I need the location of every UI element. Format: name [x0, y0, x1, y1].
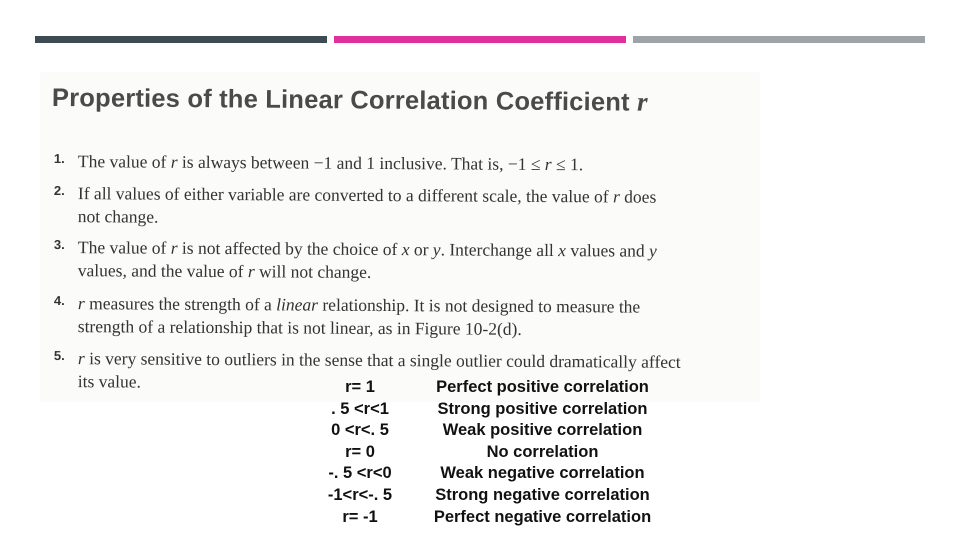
- correlation-description: Weak negative correlation: [440, 464, 645, 483]
- math-variable: y: [432, 239, 441, 260]
- property-number: 2.: [53, 182, 65, 199]
- property-number: 3.: [53, 236, 65, 253]
- property-text: [78, 236, 678, 286]
- math-variable: r: [77, 293, 85, 314]
- scan-title: [52, 82, 648, 118]
- text-run: relationship. It is not designed to measure the strength of a relationship that is not linear, as in Figure 10-2(d).: [77, 294, 641, 339]
- correlation-range: -1<r<-. 5: [327, 485, 393, 504]
- text-run: ≤ 1.: [551, 154, 584, 175]
- text-run: The value of: [77, 151, 171, 172]
- accent-bar-pink: [334, 36, 626, 43]
- math-variable: r: [544, 153, 552, 175]
- correlation-range: r= -1: [342, 507, 378, 526]
- scan-title-variable: r: [636, 86, 648, 117]
- accent-bar-gray: [633, 36, 925, 43]
- textbook-scan-image: [40, 72, 760, 402]
- correlation-description: Perfect positive correlation: [436, 378, 649, 396]
- text-run: is always between −1 and 1 inclusive. That is, −1 ≤: [177, 151, 545, 174]
- description-column: [420, 377, 665, 528]
- correlation-description: Weak positive correlation: [442, 421, 643, 440]
- text-run: is not affected by the choice of: [177, 237, 402, 260]
- text-run: The value of: [77, 237, 171, 258]
- property-text: [78, 150, 698, 177]
- property-number: 5.: [53, 347, 65, 364]
- property-item-2: [53, 182, 694, 227]
- math-variable: x: [558, 240, 567, 261]
- text-run: does not change.: [77, 186, 657, 227]
- text-run: is very sensitive to outliers in the sense that a single outlier could dramatically affect its value.: [77, 348, 681, 392]
- accent-bar-dark: [35, 36, 327, 43]
- correlation-description: Strong positive correlation: [437, 399, 648, 418]
- correlation-range: r= 0: [345, 442, 375, 461]
- correlation-description: Perfect negative correlation: [433, 507, 652, 526]
- text-run: measures the strength of a: [84, 293, 277, 315]
- correlation-description: Strong negative correlation: [435, 485, 650, 504]
- property-item-1: [53, 150, 694, 175]
- property-item-4: [53, 292, 694, 339]
- property-text: [78, 292, 678, 342]
- text-run: or: [409, 239, 433, 260]
- math-variable: r: [77, 348, 85, 369]
- math-variable: linear: [276, 294, 319, 315]
- text-run: . Interchange all: [440, 239, 559, 261]
- property-item-3: [53, 236, 694, 282]
- property-number: 4.: [53, 293, 65, 309]
- math-variable: x: [401, 239, 410, 260]
- text-run: values and: [565, 240, 650, 261]
- range-column: [300, 377, 420, 528]
- math-variable: r: [170, 151, 178, 172]
- property-number: 1.: [53, 150, 65, 167]
- correlation-description: No correlation: [486, 442, 599, 461]
- math-variable: r: [170, 237, 178, 258]
- math-variable: r: [247, 261, 255, 282]
- correlation-range: 0 <r<. 5: [331, 421, 389, 440]
- correlation-range: r= 1: [345, 378, 375, 396]
- text-run: values, and the value of: [77, 260, 248, 282]
- math-variable: r: [612, 186, 620, 207]
- math-variable: y: [649, 240, 657, 261]
- text-run: If all values of either variable are converted to a different scale, the value of: [77, 183, 614, 207]
- property-text: [78, 182, 678, 232]
- text-run: will not change.: [254, 261, 372, 282]
- scan-title-text: Properties of the Linear Correlation Coefficient: [51, 84, 638, 117]
- correlation-range: . 5 <r<1: [331, 399, 389, 418]
- correlation-range: -. 5 <r<0: [328, 464, 392, 483]
